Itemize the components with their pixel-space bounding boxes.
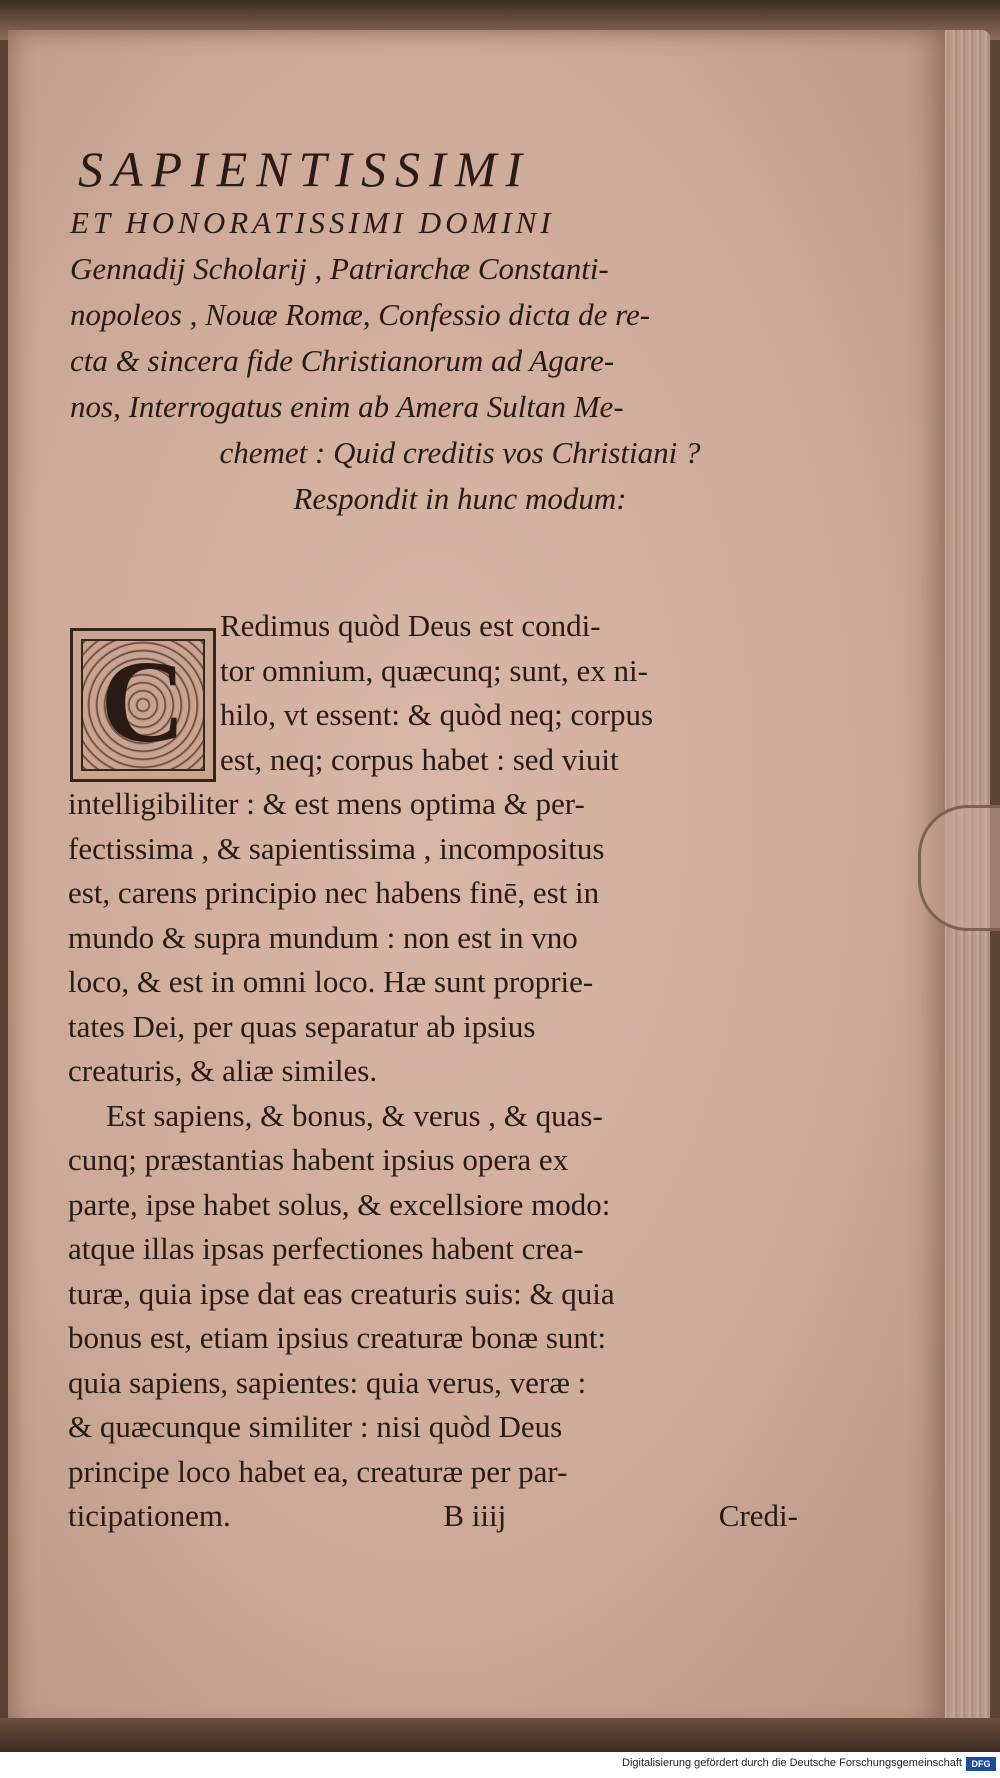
title-line-2: ET HONORATISSIMI DOMINI xyxy=(70,205,555,240)
body-line: cunq; præstantias habent ipsius opera ex xyxy=(68,1142,569,1177)
body-line: mundo & supra mundum : non est in vno xyxy=(68,919,578,955)
body-text xyxy=(68,604,808,1539)
body-line: turæ, quia ipse dat eas creaturis suis: & quia xyxy=(68,1275,615,1311)
body-line: parte, ipse habet solus, & excellsiore modo: xyxy=(68,1186,611,1222)
title-line-6: nos, Interrogatus enim ab Amera Sultan Me- xyxy=(70,389,624,424)
body-line: loco, & est in omni loco. Hæ sunt proprie- xyxy=(68,964,594,999)
body-line: hilo, vt essent: & quòd neq; corpus xyxy=(220,697,654,732)
catchword: Credi- xyxy=(718,1498,798,1533)
body-line: & quæcunque similiter : nisi quòd Deus xyxy=(68,1409,563,1444)
title-line-4: nopoleos , Nouæ Romæ, Confessio dicta de re- xyxy=(70,297,651,332)
body-line: creaturis, & aliæ similes. xyxy=(68,1053,378,1088)
body-line: est, neq; corpus habet : sed viuit xyxy=(220,741,619,777)
footer-credit: Digitalisierung gefördert durch die Deutsche Forschungsgemeinschaft xyxy=(622,1757,962,1769)
body-line: atque illas ipsas perfectiones habent crea- xyxy=(68,1231,584,1266)
title-line-5: cta & sincera fide Christianorum ad Agare- xyxy=(70,343,615,378)
book-clasp xyxy=(918,805,1000,931)
final-line xyxy=(68,1494,808,1539)
body-line: fectissima , & sapientissima , incompositus xyxy=(68,830,605,866)
last-line-text: ticipationem. xyxy=(68,1498,231,1533)
body-line: quia sapiens, sapientes: quia verus, veræ : xyxy=(68,1364,587,1400)
initial-letter: C xyxy=(100,636,186,767)
title-line-8: Respondit in hunc modum: xyxy=(293,481,627,516)
title-line-7: chemet : Quid creditis vos Christiani ? xyxy=(219,435,701,470)
body-line: Redimus quòd Deus est condi- xyxy=(220,608,601,643)
title-block xyxy=(70,138,850,522)
body-line: tor omnium, quæcunq; sunt, ex ni- xyxy=(220,652,648,688)
body-line: tates Dei, per quas separatur ab ipsius xyxy=(68,1008,536,1044)
title-line-1: SAPIENTISSIMI xyxy=(78,141,532,197)
signature-mark: B iiij xyxy=(443,1498,507,1533)
footer-bar xyxy=(0,1752,1000,1778)
book-board-bottom xyxy=(0,1718,1000,1752)
body-line: principe loco habet ea, creaturæ per par- xyxy=(68,1453,568,1489)
title-line-3: Gennadij Scholarij , Patriarchæ Constanti- xyxy=(70,251,609,286)
body-line: Est sapiens, & bonus, & verus , & quas- xyxy=(106,1097,603,1133)
body-line: intelligibiliter : & est mens optima & per- xyxy=(68,786,585,821)
body-line: est, carens principio nec habens finē, est in xyxy=(68,875,600,910)
body-line: bonus est, etiam ipsius creaturæ bonæ sunt: xyxy=(68,1320,607,1355)
dfg-logo: DFG xyxy=(966,1757,996,1771)
